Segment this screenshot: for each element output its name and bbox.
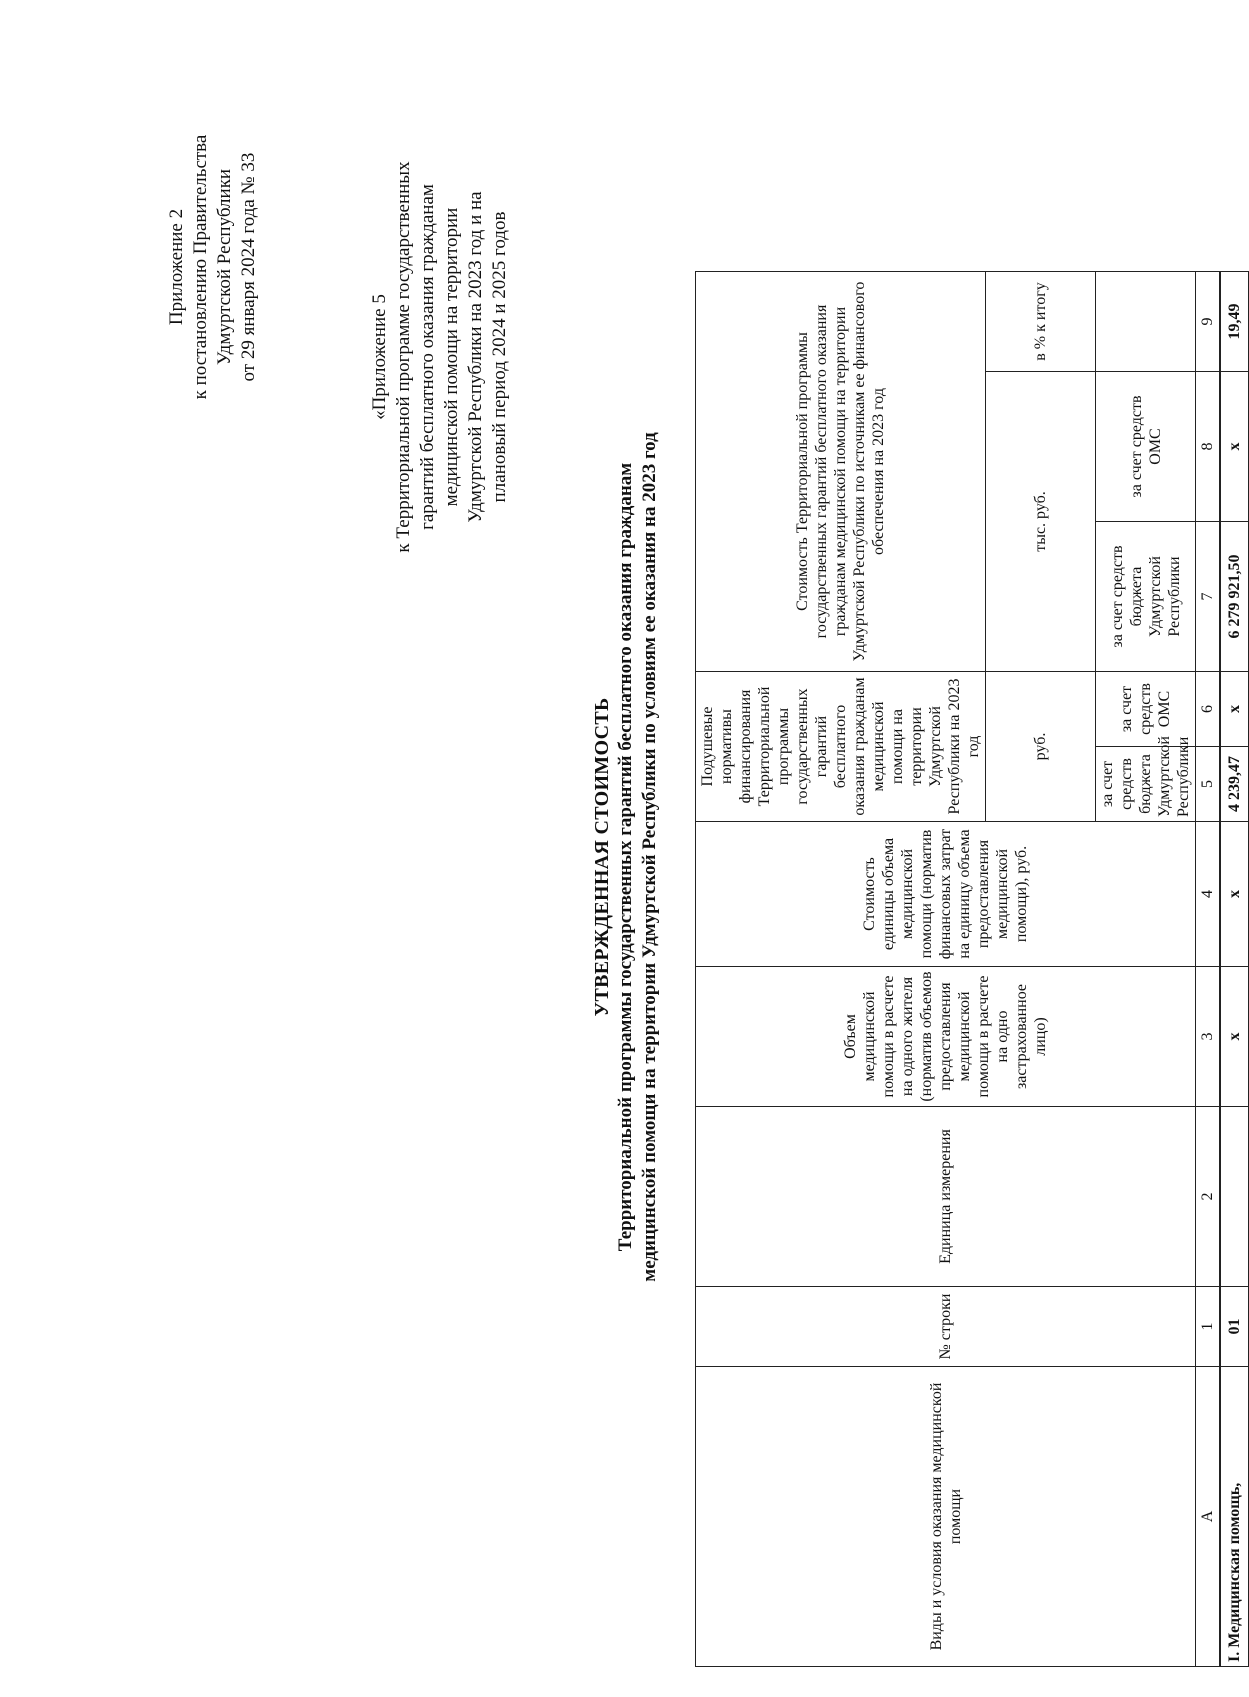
- header-rub: руб.: [986, 672, 1096, 822]
- cell-per-capita-oms: х: [1220, 672, 1248, 747]
- header-kind: Виды и условия оказания медицинской помощи: [696, 1367, 1196, 1667]
- appendix-2-line: Приложение 2: [166, 208, 187, 326]
- title-subtitle: Территориальной программы государственных гарантий бесплатного оказания гражданам: [615, 462, 636, 1252]
- appendix-2-line: от 29 января 2024 года № 33: [238, 152, 259, 382]
- table-row: [1220, 271, 1248, 1666]
- column-number: 9: [1196, 271, 1221, 371]
- header-percent-blank: [1096, 271, 1196, 371]
- column-number: 4: [1196, 822, 1221, 967]
- cell-percent: 19,49: [1220, 271, 1248, 371]
- appendix-5-header: [368, 117, 512, 597]
- cell-total-budget: 6 279 921,50: [1220, 522, 1248, 672]
- table-header-row: [696, 271, 986, 1666]
- header-thousand-rub: тыс. руб.: [986, 372, 1096, 672]
- appendix-5-line: плановый период 2024 и 2025 годов: [489, 211, 510, 503]
- header-row-no: № строки: [696, 1287, 1196, 1367]
- header-budget-total: за счет средств бюджета Удмуртской Республики: [1096, 522, 1196, 672]
- header-percent: в % к итогу: [986, 271, 1096, 371]
- column-number: 7: [1196, 522, 1221, 672]
- appendix-2-header: [165, 77, 261, 457]
- cost-table: [695, 271, 1249, 1667]
- appendix-5-line: Удмуртской Республики на 2023 год и на: [465, 191, 486, 523]
- column-number: 6: [1196, 672, 1221, 747]
- appendix-2-line: Удмуртской Республики: [214, 168, 235, 366]
- header-oms: за счет средств ОМС: [1096, 672, 1196, 747]
- header-unit-cost: Стоимость единицы объема медицинской помощи (норматив финансовых затрат на единицу объема предоставления медицинской помощи), руб.: [696, 822, 1196, 967]
- column-number: 2: [1196, 1107, 1221, 1287]
- header-per-capita: Подушевые нормативы финансирования Территориальной программы государственных гарантий бесплатного оказания гражданам медицинской помощи на территории Удмуртской Республики на 2023 год: [696, 672, 986, 822]
- column-number: 5: [1196, 747, 1221, 822]
- title-main: УТВЕРЖДЕННАЯ СТОИМОСТЬ: [591, 697, 613, 1017]
- header-total-cost: Стоимость Территориальной программы государственных гарантий бесплатного оказания гражданам медицинской помощи на территории Удмуртской Республики по источникам ее финансового обеспечения на 2023 год: [696, 271, 986, 671]
- appendix-5-line: медицинской помощи на территории: [441, 207, 462, 507]
- cell-per-capita-budget: 4 239,47: [1220, 747, 1248, 822]
- appendix-2-line: к постановлению Правительства: [190, 134, 211, 400]
- cell-unit-cost: х: [1220, 822, 1248, 967]
- title-subtitle: медицинской помощи на территории Удмуртской Республики по условиям ее оказания на 2023 год: [639, 432, 660, 1282]
- cell-unit: [1220, 1107, 1248, 1287]
- header-unit: Единица измерения: [696, 1107, 1196, 1287]
- cell-row-no: 01: [1220, 1287, 1248, 1367]
- cell-total-oms: х: [1220, 372, 1248, 522]
- column-number: А: [1196, 1367, 1221, 1667]
- document-title: [590, 287, 662, 1427]
- appendix-5-line: «Приложение 5: [369, 294, 390, 420]
- header-volume: Объем медицинской помощи в расчете на одного жителя (норматив объемов предоставления медицинской помощи в расчете на одно застрахованное лицо): [696, 967, 1196, 1107]
- cell-kind: I. Медицинская помощь,: [1220, 1367, 1248, 1667]
- appendix-5-line: гарантий бесплатного оказания гражданам: [417, 184, 438, 530]
- cell-volume: х: [1220, 967, 1248, 1107]
- column-number: 1: [1196, 1287, 1221, 1367]
- appendix-5-line: к Территориальной программе государственных: [393, 161, 414, 553]
- header-oms-total: за счет средств ОМС: [1096, 372, 1196, 522]
- table-numbering-row: [1196, 271, 1221, 1666]
- header-budget: за счет средств бюджета Удмуртской Республики: [1096, 747, 1196, 822]
- column-number: 3: [1196, 967, 1221, 1107]
- column-number: 8: [1196, 372, 1221, 522]
